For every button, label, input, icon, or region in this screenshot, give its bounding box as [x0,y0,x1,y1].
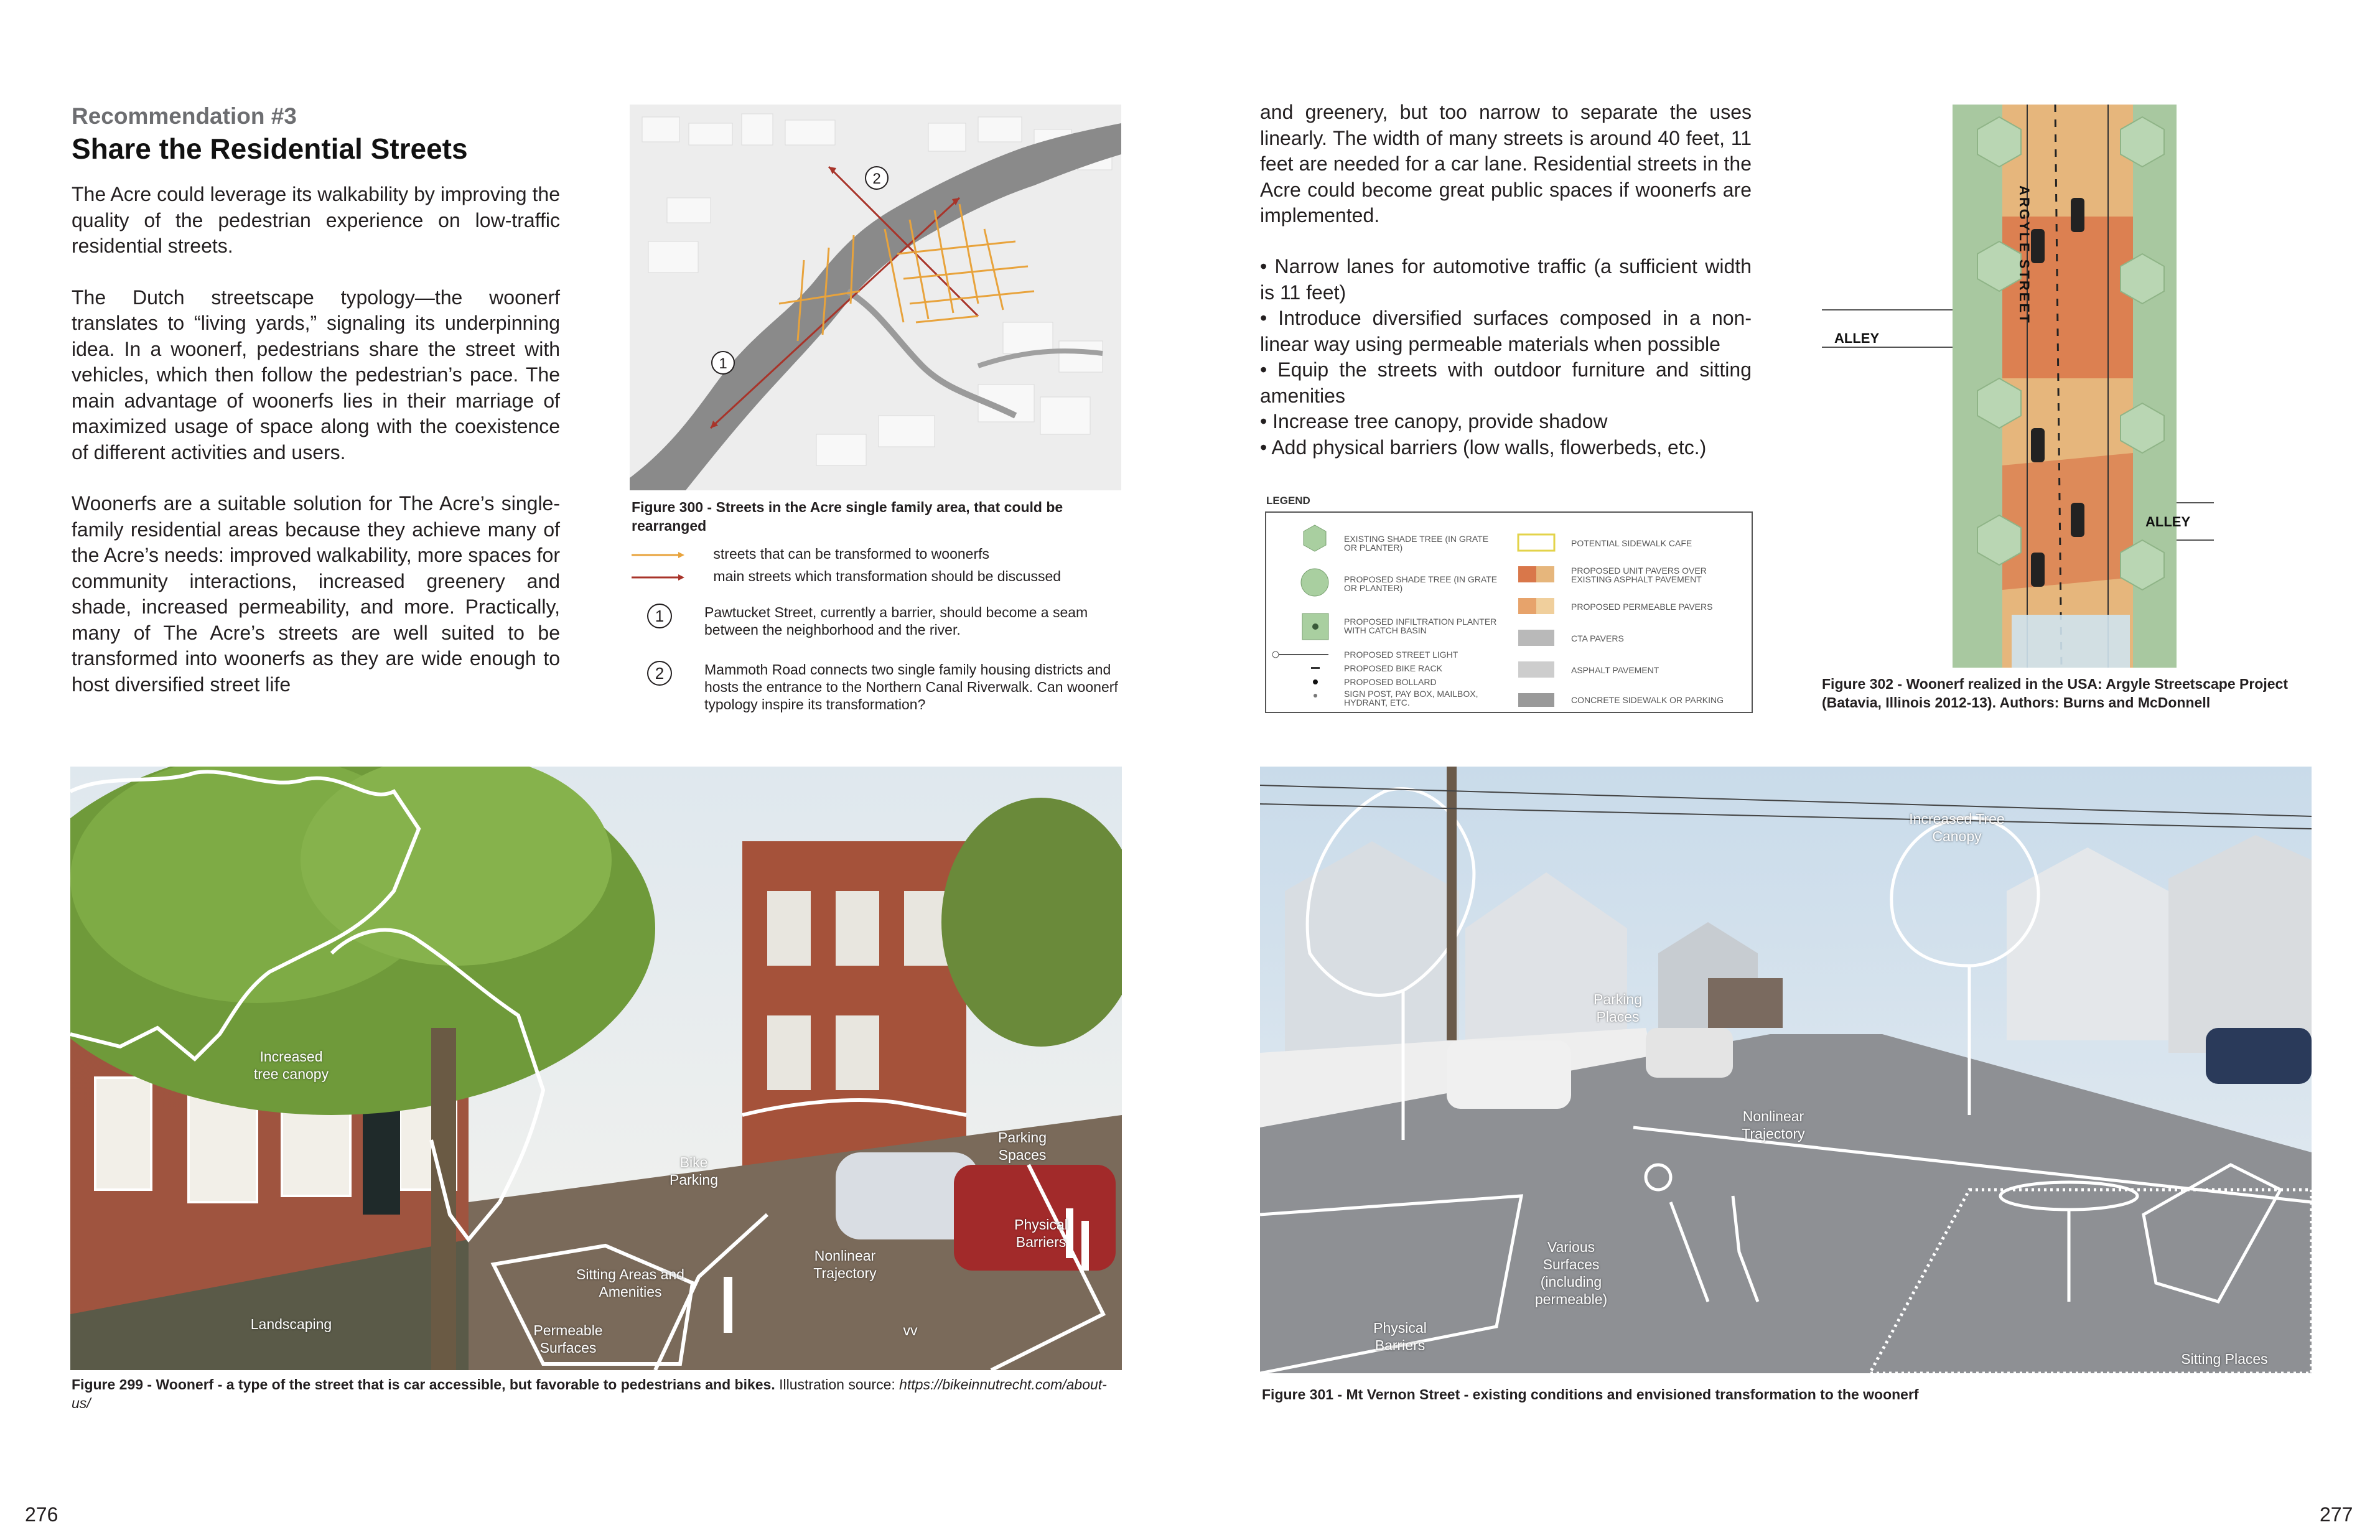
legend-right-item-6: CONCRETE SIDEWALK OR PARKING [1571,695,1724,705]
label-increased-tree-canopy: Increased tree canopy [253,1048,329,1082]
legend-left-item-3: PROPOSED INFILTRATION PLANTER WITH CATCH BASIN [1344,617,1497,635]
figure-299-caption-bold: Figure 299 - Woonerf - a type of the street that is car accessible, but favorable to pedestrians and bikes. [72,1376,775,1393]
legend-woonerf-label: streets that can be transformed to woonerfs [713,546,990,562]
figure-300-caption [632,498,1129,535]
label-parking-spaces: Parking Spaces [998,1129,1047,1163]
legend-main-label: main streets which transformation should be discussed [713,568,1062,584]
paragraph-1: The Acre could leverage its walkability by improving the quality of the pedestrian experience on low-traffic residential streets. [72,183,560,257]
bullet-5: • Add physical barriers (low walls, flowerbeds, etc.) [1260,436,1707,459]
label-bike-parking: Bike Parking [670,1154,718,1188]
alley-label-right: ALLEY [2145,514,2191,530]
page-number-right: 277 [2320,1503,2353,1526]
recommendation-kicker: Recommendation #3 [72,103,297,129]
map-note-1 [647,604,1132,638]
bullet-2: • Introduce diversified surfaces composed in a non-linear way using permeable materials when possible [1260,307,1752,355]
label-nonlinear-trajectory: Nonlinear Trajectory [813,1248,877,1281]
label-increased-tree-canopy-301: Increased Tree Canopy [1909,811,2005,844]
bullet-1: • Narrow lanes for automotive traffic (a sufficient width is 11 feet) [1260,255,1752,304]
label-various-surfaces: Various Surfaces (including permeable) [1534,1239,1608,1307]
page-title: Share the Residential Streets [72,133,468,165]
continuation-paragraph: and greenery, but too narrow to separate the uses linearly. The width of many streets is around 40 feet, 11 feet are needed for a car lane. Residential streets in the Acre could become great public spaces if woonerfs are implemented. [1260,101,1752,226]
label-landscaping: Landscaping [250,1316,332,1332]
note-2-number: 2 [647,661,672,686]
map-note-2 [647,661,1132,712]
legend-right-item-5: ASPHALT PAVEMENT [1571,665,1659,675]
figure-301-caption [1262,1385,2313,1404]
legend-left-item-4: PROPOSED STREET LIGHT [1344,650,1458,660]
map-marker-1: 1 [719,355,727,372]
figure-300-caption-text: Figure 300 - Streets in the Acre single family area, that could be rearranged [632,499,1063,534]
label-sitting-areas: Sitting Areas and Amenities [576,1266,684,1300]
bullet-3: • Equip the streets with outdoor furniture and sitting amenities [1260,358,1752,407]
figure-299-photo [70,767,1122,1370]
streetscape-legend-title: LEGEND [1266,495,1310,506]
figure-301-caption-text: Figure 301 - Mt Vernon Street - existing conditions and envisioned transformation to the woonerf [1262,1386,1919,1402]
acre-street-map [630,105,1121,490]
note-2-text: Mammoth Road connects two single family housing districts and hosts the entrance to the Northern Canal Riverwalk. Can woonerf typology inspire its transformation? [704,661,1118,712]
streetscape-legend [1265,511,1753,713]
figure-299-caption-link[interactable]: https://bikeinnutrecht.com/about-us/ [72,1376,1107,1411]
paragraph-2: The Dutch streetscape typology—the woonerf translates to “living yards,” signaling its underpinning idea. In a woonerf, pedestrians share the street with vehicles, which then follow the pedestrian’s pace. The main advantage of woonerfs lies in their marriage of maximized usage of space along with the coexistence of different activities and users. [72,286,560,464]
figure-300-map [630,105,1121,490]
note-1-text: Pawtucket Street, currently a barrier, should become a seam between the neighborhood and the river. [704,604,1088,638]
map-legend-woonerf [632,545,1129,562]
figure-302-caption [1822,674,2320,712]
bullet-4: • Increase tree canopy, provide shadow [1260,410,1608,432]
label-nonlinear-trajectory-301: Nonlinear Trajectory [1742,1108,1805,1142]
map-legend-main [632,567,1129,585]
figure-302-plan [1822,105,2214,668]
label-vv: vv [903,1322,918,1338]
legend-left-item-2: PROPOSED SHADE TREE (IN GRATE OR PLANTER) [1344,574,1498,593]
label-permeable-surfaces: Permeable Surfaces [533,1322,603,1356]
label-physical-barriers: Physical Barriers [1014,1216,1068,1250]
red-arrow-icon [632,573,684,582]
legend-left-item-7: SIGN POST, PAY BOX, MAILBOX, HYDRANT, ETC. [1344,689,1478,707]
legend-right-item-2: PROPOSED UNIT PAVERS OVER EXISTING ASPHALT PAVEMENT [1571,566,1707,584]
label-parking-places: Parking Places [1594,991,1642,1025]
legend-right-item-3: PROPOSED PERMEABLE PAVERS [1571,602,1713,612]
recommendation-bullets [1260,254,1752,460]
legend-left-item-5: PROPOSED BIKE RACK [1344,663,1442,673]
mt-vernon-street-illustration [1260,767,2312,1373]
intro-text-column [72,182,560,723]
figure-299-caption [72,1375,1123,1412]
label-physical-barriers-301: Physical Barriers [1373,1320,1427,1353]
label-sitting-places: Sitting Places [2181,1351,2268,1367]
page-number-left: 276 [25,1503,58,1526]
note-1-number: 1 [647,604,672,628]
figure-301-photo [1260,767,2312,1373]
figure-299-caption-rest: Illustration source: [775,1376,900,1393]
legend-right-item-4: CTA PAVERS [1571,633,1624,643]
figure-302-caption-text: Figure 302 - Woonerf realized in the USA: Argyle Streetscape Project (Batavia, Illinois 2012-13). Authors: Burns and McDonnell [1822,676,2288,711]
argyle-street-label: ARGYLE STREET [2017,185,2032,325]
orange-arrow-icon [632,551,684,559]
paragraph-3: Woonerfs are a suitable solution for The Acre’s single-family residential areas because they achieve many of the Acre’s needs: improved walkability, more spaces for community interactions, increased greenery and shade, increased permeability, and more. Practically, many of The Acre’s streets are well suited to be transformed into woonerfs as they are wide enough to host diversified street life [72,492,560,696]
legend-right-item-1: POTENTIAL SIDEWALK CAFE [1571,538,1692,548]
legend-left-item-6: PROPOSED BOLLARD [1344,677,1437,687]
alley-label-left: ALLEY [1834,330,1880,346]
legend-left-item-1: EXISTING SHADE TREE (IN GRATE OR PLANTER) [1344,534,1489,553]
map-marker-2: 2 [872,170,881,187]
